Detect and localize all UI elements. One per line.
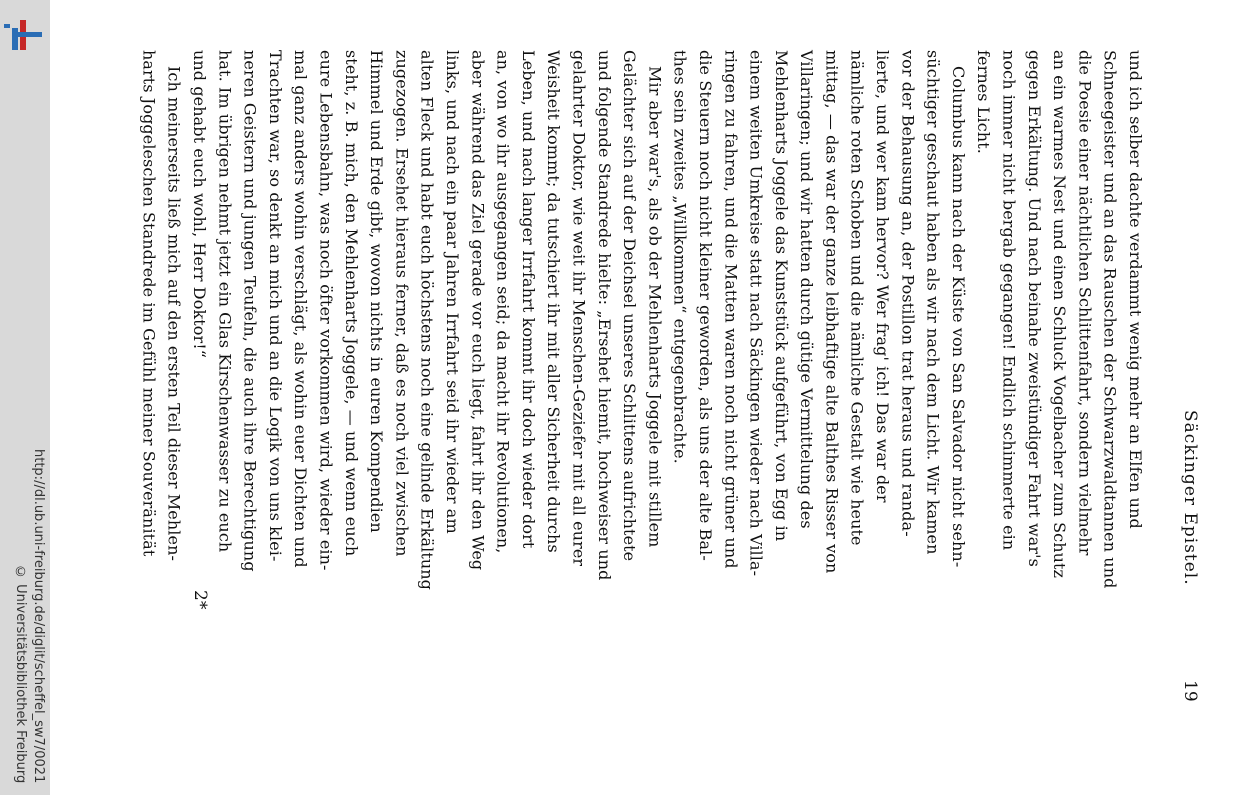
text-line: gegen Erkältung. Und nach beinahe zweistündiger Fahrt war's [1024, 50, 1044, 567]
text-line: gelahrter Doktor, wie weit ihr Menschen-Geziefer mit all eurer [569, 50, 589, 567]
text-line: nämliche roten Schoben und die nämliche Gestalt wie heute [847, 50, 867, 546]
text-line: neren Geistern und jungen Teufeln, die auch ihre Berechtigung [240, 50, 260, 572]
text-line: Himmel und Erde gibt, wovon nichts in euren Kompendien [367, 50, 387, 533]
text-line: Ich meinerseits ließ mich auf den ersten Teil dieser Mehlen- [164, 66, 184, 561]
sidebar [0, 0, 50, 795]
text-line: hat. Im übrigen nehmt jetzt ein Glas Kirschenwasser zu euch [215, 50, 235, 553]
text-line: thes sein zweites „Willkommen“ entgegenbrachte. [670, 50, 690, 464]
text-line: Leben, und nach langer Irrfahrt kommt ihr doch wieder dort [518, 50, 538, 549]
text-line: eure Lebensbahn, was noch öfter vorkommen wird, wieder ein- [316, 50, 336, 571]
paragraph [136, 50, 1148, 740]
text-line: lierte, und wer kam hervor? Wer frag' ich! Das war der [873, 50, 893, 503]
signature-mark: 2* [190, 590, 210, 610]
text-line: Mehlenharts Joggele das Kunststück aufgeführt, von Egg in [771, 50, 791, 542]
sidebar-caption [7, 0, 47, 795]
text-line: steht, z. B. mich, den Mehlenharts Joggele, — und wenn euch [341, 50, 361, 557]
text-line: die Steuern noch nicht kleiner geworden, als uns der alte Bal- [695, 50, 715, 561]
copyright-notice: © Universitätsbibliothek Freiburg [13, 564, 28, 783]
text-line: und ich selber dachte verdammt wenig mehr an Elfen und [1126, 50, 1145, 529]
scanned-page [50, 0, 1239, 795]
text-line: ringen zu fahren, und die Matten waren noch nicht grüner und [721, 50, 741, 569]
source-url[interactable]: http://dl.ub.uni-freiburg.de/diglit/scheffel_sw7/0021 [31, 448, 46, 783]
text-line: mal ganz anders wohin verschlägt, als wohin euer Dichten und [291, 50, 311, 568]
text-line: Villaringen; und wir hatten durch gütige Vermittelung des [797, 50, 817, 529]
text-line: Schneegeister und an das Rauschen der Schwarzwaldtannen und [1100, 50, 1120, 589]
text-line: Weisheit kommt; da tutschiert ihr mit aller Sicherheit durchs [544, 50, 564, 553]
text-line: Gelächter sich auf der Deichsel unseres Schlittens aufrichtete [620, 50, 640, 562]
text-line: fernes Licht. [974, 50, 994, 154]
text-line: und gehabt euch wohl, Herr Doktor!“ [190, 50, 210, 359]
text-line: an, von wo ihr ausgegangen seid; da macht ihr Revolutionen, [493, 50, 513, 554]
text-line: Mir aber war's, als ob der Mehlenharts Joggele mit stillem [645, 66, 665, 548]
text-line: einem weiten Umkreise statt nach Säckingen wieder nach Villa- [746, 50, 766, 577]
text-line: alten Fleck und habt euch höchstens noch eine gelinde Erkältung [417, 50, 437, 590]
text-line: harts Joggeleschen Standrede im Gefühl meiner Souveränität [139, 50, 159, 557]
rotated-page-content [139, 30, 1210, 790]
text-line: aber während das Ziel gerade vor euch liegt, fahrt ihr den Weg [468, 50, 488, 571]
text-line: vor der Behausung an, der Postillon trat heraus und randa- [898, 50, 918, 537]
text-line: süchtiger geschaut haben als wir nach dem Licht. Wir kamen [923, 50, 943, 555]
text-line: zugezogen. Ersehet hieraus ferner, daß es noch viel zwischen [392, 50, 412, 557]
text-line: mittag, — das war der ganze leibhaftige alte Balthes Risser von [822, 50, 842, 574]
text-line: Trachten war, so denkt an mich und an die Logik von uns klei- [265, 50, 285, 562]
text-line: und folgende Standrede hielte: „Ersehet hiemit, hochweiser und [594, 50, 614, 581]
text-line: noch immer nicht bergab gegangen! Endlich schimmerte ein [999, 50, 1019, 551]
header-title: Säckinger Epistel. [1180, 410, 1200, 586]
page-number: 19 [1180, 680, 1200, 702]
body-text [136, 50, 1148, 740]
text-line: an ein warmes Nest und einen Schluck Vogelbacher zum Schutz [1050, 50, 1070, 579]
running-header [1170, 30, 1210, 730]
text-line: links, und nach ein paar Jahren Irrfahrt seid ihr wieder am [442, 50, 462, 534]
text-line: Columbus kann nach der Küste von San Salvador nicht sehn- [948, 66, 968, 568]
text-line: die Poesie einer nächtlichen Schlittenfahrt, sondern vielmehr [1075, 50, 1095, 556]
